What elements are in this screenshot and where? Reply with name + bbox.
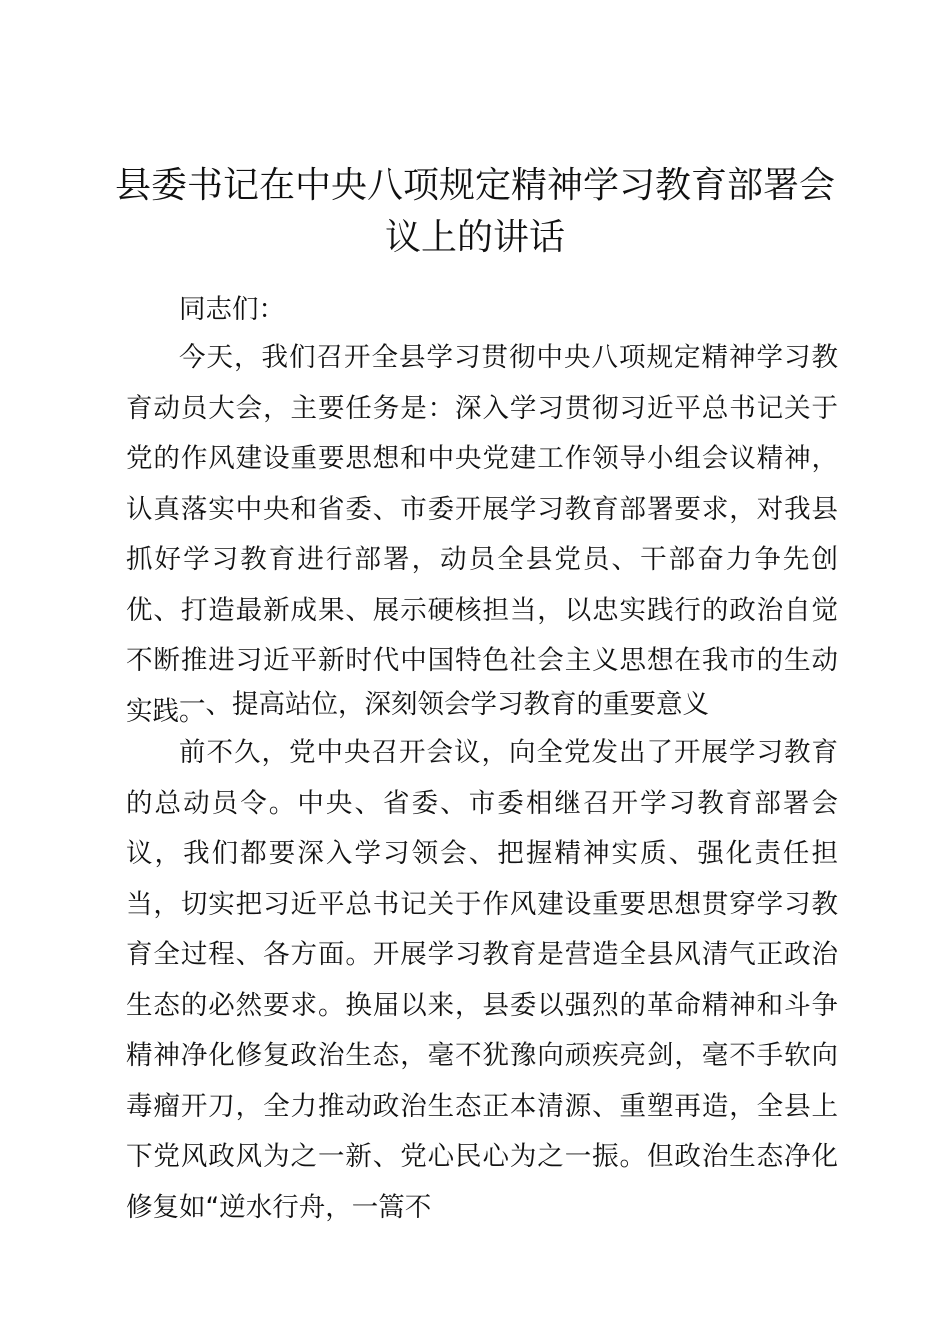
paragraph-intro: 今天，我们召开全县学习贯彻中央八项规定精神学习教育动员大会，主要任务是：深入学习贯彻习近平总书记关于党的作风建设重要思想和中央党建工作领导小组会议精神，认真落实中央和省委、市委开展学习教育部署要求，对我县抓好学习教育进行部署，动员全县党员、干部奋力争先创优、打造最新成果、展示硬核担当，以忠实践行的政治自觉不断推进习近平新时代中国特色社会主义思想在我市的生动实践。	[126, 342, 838, 727]
section-heading: 一、提高站位，深刻领会学习教育的重要意义	[179, 689, 709, 720]
greeting: 同志们：	[179, 294, 285, 325]
document-title: 县委书记在中央八项规定精神学习教育部署会议上的讲话	[114, 165, 835, 258]
paragraph-section-one: 前不久，党中央召开会议，向全党发出了开展学习教育的总动员令。中央、省委、市委相继召开学习教育部署会议，我们都要深入学习领会、把握精神实质、强化责任担当，切实把习近平总书记关于作风建设重要思想贯穿学习教育全过程、各方面。开展学习教育是营造全县风清气正政治生态的必然要求。换届以来，县委以强烈的革命精神和斗争精神净化修复政治生态，毫不犹豫向顽疾亮剑，毫不手软向毒瘤开刀，全力推动政治生态正本清源、重塑再造，全县上下党风政风为之一新、党心民心为之一振。但政治生态净化修复如“逆水行舟，一篙不	[126, 737, 838, 1223]
